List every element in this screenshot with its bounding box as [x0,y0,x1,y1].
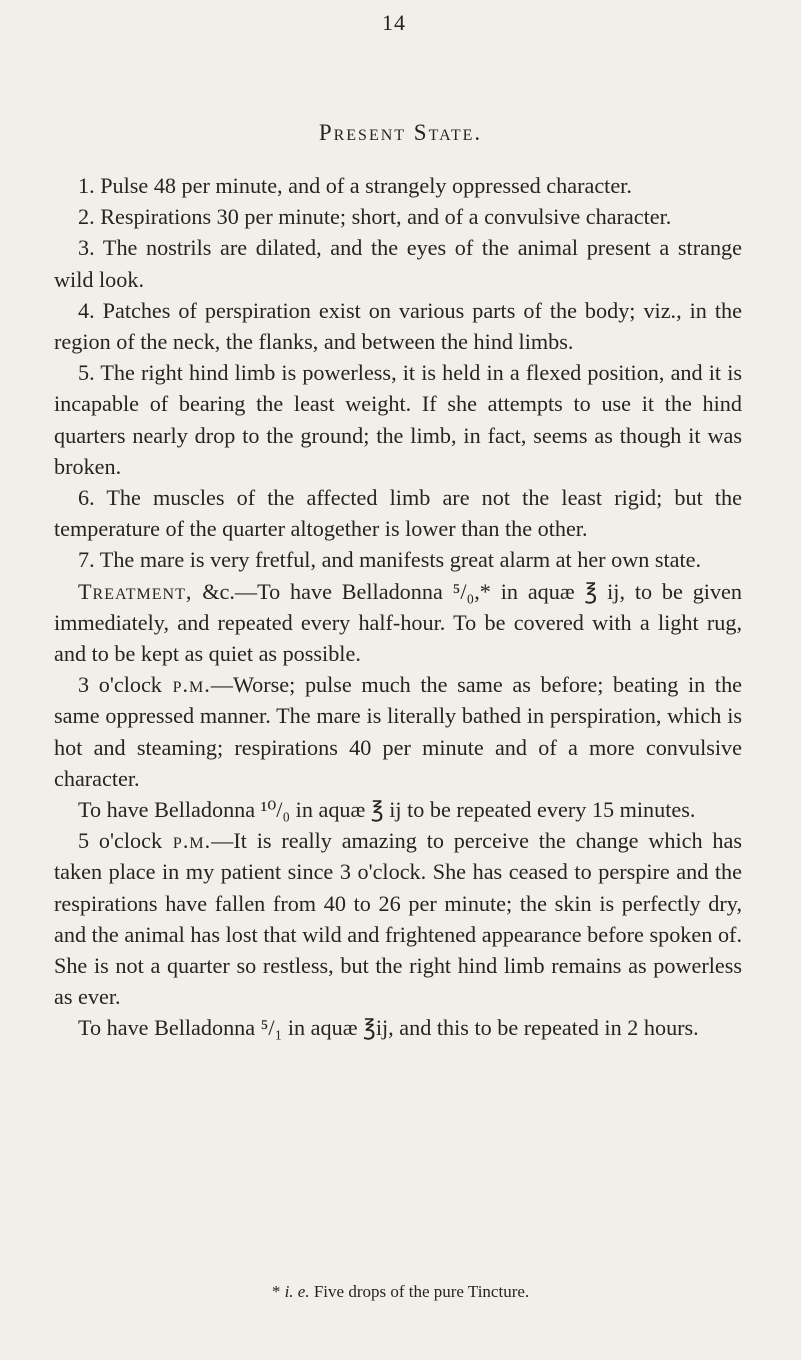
section-heading: Present State. [318,120,483,145]
paragraph-treatment [54,576,742,670]
page-number: 14 [382,10,406,35]
paragraph-belladonna-5: To have Belladonna ⁵/₁ in aquæ ℥ij, and this to be repeated in 2 hours. [78,1015,699,1041]
three-oclock-text: —Worse; pulse much the same as before; beating in the same oppressed manner. The mare is literally bathed in perspiration, which is hot and steaming; respirations 40 per minute and of a more convulsive character. [54,672,743,791]
paragraph-respirations: 2. Respirations 30 per minute; short, and of a convulsive character. [78,204,672,230]
paragraph-hind-limb: 5. The right hind limb is powerless, it is held in a flexed position, and it is incapable of bearing the least weight. If she attempts to use it the hind quarters nearly drop to the ground; the limb, in fact, seems as though it was broken. [54,360,742,479]
treatment-text: &c.—To have Belladonna ⁵/₀,* in aquæ ℥ ij, to be given immediately, and repeated every half-hour. To be covered with a light rug, and to be kept as quiet as possible. [54,578,742,667]
footnote [0,1282,801,1302]
paragraph-mare-fretful: 7. The mare is very fretful, and manifests great alarm at her own state. [78,547,702,573]
paragraph-three-oclock [54,669,742,794]
paragraph-pulse: 1. Pulse 48 per minute, and of a strangely oppressed character. [78,173,632,198]
body-text [54,170,742,1044]
pm-label: p.m. [161,672,211,698]
pm-label: p.m. [162,828,212,854]
footnote-marker: * [271,1282,285,1301]
five-oclock-text: —It is really amazing to perceive the change which has taken place in my patient since 3 o'clock. She has ceased to perspire and the respirations have fallen from 40 to 26 per minute; the skin is perfectly dry, and the animal has lost that wild and frightened appearance before spoken of. She is not a quarter so restless, but the right hind limb remains as powerless as ever. [54,828,743,1010]
treatment-label: Treatment, [78,578,193,604]
paragraph-muscles: 6. The muscles of the affected limb are not the least rigid; but the temperature of the quarter altogether is lower than the other. [54,485,742,542]
paragraph-five-oclock [54,825,742,1012]
paragraph-nostrils: 3. The nostrils are dilated, and the eyes of the animal present a strange wild look. [54,235,742,292]
footnote-text: Five drops of the pure Tincture. [309,1282,530,1301]
footnote-ie: i. e. [284,1282,310,1301]
time-five-oclock: 5 o'clock [78,828,163,854]
time-three-oclock: 3 o'clock [78,672,162,698]
paragraph-belladonna-10: To have Belladonna ¹⁰/₀ in aquæ ℥ ij to be repeated every 15 minutes. [78,797,696,823]
paragraph-perspiration: 4. Patches of perspiration exist on various parts of the body; viz., in the region of the neck, the flanks, and between the hind limbs. [54,297,742,355]
